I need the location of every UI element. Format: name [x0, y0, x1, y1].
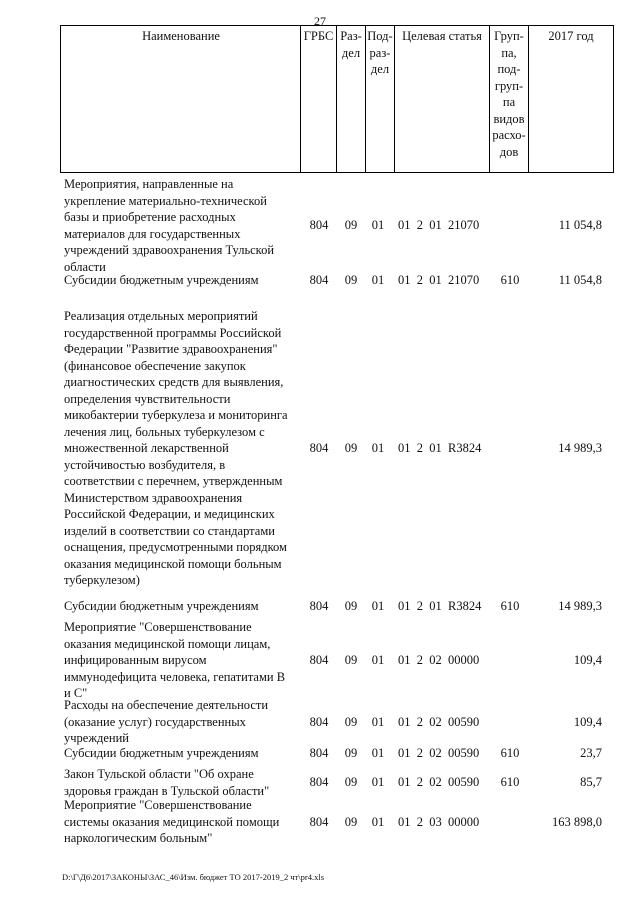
- row-group: 610: [500, 273, 520, 287]
- row-name-line: материалов для государственных: [64, 226, 241, 241]
- header-group-line: Груп-: [494, 29, 524, 43]
- row-grbs: 804: [309, 653, 329, 667]
- row-name-line: здоровья граждан в Тульской области": [64, 783, 270, 798]
- row-name-line: Закон Тульской области "Об охране: [64, 767, 254, 781]
- row-name-line: (оказание услуг) государственных: [64, 714, 246, 729]
- page-number: 27: [314, 14, 326, 28]
- header-razdel: [337, 26, 365, 172]
- row-razdel: 09: [344, 653, 358, 667]
- row-name: [64, 697, 296, 747]
- row-grbs: 804: [309, 746, 329, 760]
- row-grbs: 804: [309, 441, 329, 455]
- row-podrazdel: 01: [371, 273, 385, 287]
- row-sum-2017: 163 898,0: [552, 814, 602, 829]
- header-podrazdel-line: дел: [370, 62, 390, 76]
- row-name-line: учреждений здравоохранения Тульской: [64, 243, 275, 257]
- row-name-line: туберкулезом): [64, 573, 140, 587]
- row-name-line: учреждений: [64, 731, 129, 745]
- row-name-line: области: [64, 259, 106, 274]
- row-name-line: устойчивостью возбудителя, в: [64, 457, 226, 472]
- row-podrazdel: 01: [371, 814, 385, 829]
- row-target-article: 01 2 02 00590: [398, 714, 480, 729]
- row-name-line: соответствии с перечнем, утвержденным: [64, 474, 283, 488]
- row-sum-2017: 14 989,3: [558, 441, 602, 455]
- table-row: [0, 308, 640, 589]
- row-podrazdel: 01: [371, 218, 385, 233]
- row-name-line: множественной лекарственной: [64, 441, 229, 455]
- table-row: [0, 176, 640, 275]
- table-row: [0, 697, 640, 747]
- row-grbs: 804: [309, 599, 329, 613]
- row-target-article: 01 2 01 21070: [398, 273, 480, 287]
- header-group-line: под-: [497, 62, 521, 76]
- header-group-line: па,: [501, 45, 517, 60]
- row-target-article: 01 2 01 R3824: [398, 441, 482, 455]
- table-row: [0, 797, 640, 847]
- header-podrazdel-line: Под-: [367, 29, 393, 43]
- row-razdel: 09: [344, 814, 358, 829]
- row-podrazdel: 01: [371, 653, 385, 667]
- row-sum-2017: 11 054,8: [558, 273, 602, 287]
- row-name-line: Министерством здравоохранения: [64, 490, 243, 505]
- row-target-article: 01 2 02 00590: [398, 775, 480, 790]
- row-podrazdel: 01: [371, 599, 385, 613]
- header-group: [490, 26, 528, 172]
- row-razdel: 09: [344, 441, 358, 455]
- row-name-line: Субсидии бюджетным учреждениям: [64, 599, 259, 613]
- row-sum-2017: 85,7: [580, 775, 602, 790]
- row-razdel: 09: [344, 775, 358, 790]
- table-row: [0, 619, 640, 702]
- row-name: [64, 272, 296, 289]
- row-name: [64, 745, 296, 762]
- row-podrazdel: 01: [371, 714, 385, 729]
- row-name: [64, 308, 296, 589]
- header-year-label: 2017 год: [548, 29, 594, 43]
- row-razdel: 09: [344, 599, 358, 613]
- row-name: [64, 598, 296, 615]
- header-razdel-line: Раз-: [340, 29, 362, 43]
- header-group-line: расхо-: [492, 128, 526, 142]
- row-name-line: диагностических средств для выявления,: [64, 375, 284, 389]
- row-name: [64, 619, 296, 702]
- row-podrazdel: 01: [371, 441, 385, 455]
- header-name-label: Наименование: [142, 29, 220, 43]
- row-razdel: 09: [344, 273, 358, 287]
- row-name-line: базы и приобретение расходных: [64, 210, 236, 224]
- row-name-line: укрепление материально-технической: [64, 193, 267, 208]
- row-grbs: 804: [309, 218, 329, 233]
- row-group: 610: [500, 746, 520, 760]
- header-podrazdel-line: раз-: [369, 45, 391, 60]
- header-razdel-line: дел: [341, 45, 361, 60]
- row-name-line: определения чувствительности: [64, 391, 231, 406]
- row-sum-2017: 23,7: [580, 746, 602, 760]
- row-name: [64, 797, 296, 847]
- row-name-line: Субсидии бюджетным учреждениям: [64, 746, 259, 760]
- header-group-line: дов: [499, 144, 519, 159]
- row-name-line: Расходы на обеспечение деятельности: [64, 698, 269, 712]
- row-name-line: Российской Федерации, и медицинских: [64, 507, 275, 521]
- table-row: [0, 745, 640, 762]
- row-name-line: и С": [64, 686, 88, 700]
- row-grbs: 804: [309, 714, 329, 729]
- header-grbs: [301, 26, 336, 172]
- row-razdel: 09: [344, 218, 358, 233]
- table-row: [0, 766, 640, 799]
- table-row: [0, 598, 640, 615]
- row-name-line: Мероприятие "Совершенствование: [64, 620, 252, 634]
- row-name-line: Федерации "Развитие здравоохранения": [64, 342, 278, 356]
- header-grbs-label: ГРБС: [303, 29, 334, 43]
- header-name: [61, 26, 301, 172]
- row-podrazdel: 01: [371, 746, 385, 760]
- row-group: 610: [500, 775, 520, 790]
- row-grbs: 804: [309, 273, 329, 287]
- row-name-line: иммунодефицита человека, гепатитами В: [64, 669, 286, 684]
- header-podrazdel: [366, 26, 394, 172]
- header-target-label: Целевая статья: [402, 29, 482, 43]
- row-name-line: системы оказания медицинской помощи: [64, 814, 280, 829]
- row-grbs: 804: [309, 775, 329, 790]
- row-name: [64, 176, 296, 275]
- row-target-article: 01 2 02 00590: [398, 746, 480, 760]
- row-razdel: 09: [344, 746, 358, 760]
- row-name-line: инфицированным вирусом: [64, 653, 207, 667]
- header-group-line: видов: [493, 111, 525, 126]
- row-target-article: 01 2 03 00000: [398, 814, 480, 829]
- row-name-line: Реализация отдельных мероприятий: [64, 309, 258, 323]
- row-razdel: 09: [344, 714, 358, 729]
- row-name-line: государственной программы Российской: [64, 325, 282, 340]
- row-name-line: лечения лиц, больных туберкулезом с: [64, 424, 265, 439]
- row-name-line: наркологическим больным": [64, 831, 213, 845]
- row-sum-2017: 11 054,8: [558, 218, 602, 233]
- row-name-line: Субсидии бюджетным учреждениям: [64, 273, 259, 287]
- row-target-article: 01 2 01 21070: [398, 218, 480, 233]
- file-path-footer: D:\Г\Д6\2017\ЗАКОНЫ\ЗАС_46\Изм. бюджет ТО 2017-2019_2 чт\pr4.xls: [62, 872, 325, 882]
- table-row: [0, 272, 640, 289]
- table-header: [60, 25, 614, 173]
- row-target-article: 01 2 02 00000: [398, 653, 480, 667]
- row-sum-2017: 109,4: [573, 714, 602, 729]
- row-name-line: изделий в соответствии со стандартами: [64, 523, 275, 538]
- row-target-article: 01 2 01 R3824: [398, 599, 482, 613]
- header-target: [395, 26, 489, 172]
- row-name-line: оснащения, предусмотренными порядком: [64, 540, 287, 554]
- row-sum-2017: 14 989,3: [558, 599, 602, 613]
- header-group-line: па: [502, 95, 516, 109]
- row-name: [64, 766, 296, 799]
- row-name-line: микобактерии туберкулеза и мониторинга: [64, 408, 288, 422]
- row-name-line: оказания медицинской помощи лицам,: [64, 636, 271, 651]
- row-sum-2017: 109,4: [573, 653, 602, 667]
- row-grbs: 804: [309, 814, 329, 829]
- header-group-line: груп-: [494, 78, 524, 93]
- row-name-line: Мероприятие "Совершенствование: [64, 798, 252, 812]
- header-year: [529, 26, 613, 172]
- row-name-line: Мероприятия, направленные на: [64, 177, 234, 191]
- row-name-line: оказания медицинской помощи больным: [64, 556, 282, 571]
- row-podrazdel: 01: [371, 775, 385, 790]
- row-group: 610: [500, 599, 520, 613]
- row-name-line: (финансовое обеспечение закупок: [64, 358, 246, 373]
